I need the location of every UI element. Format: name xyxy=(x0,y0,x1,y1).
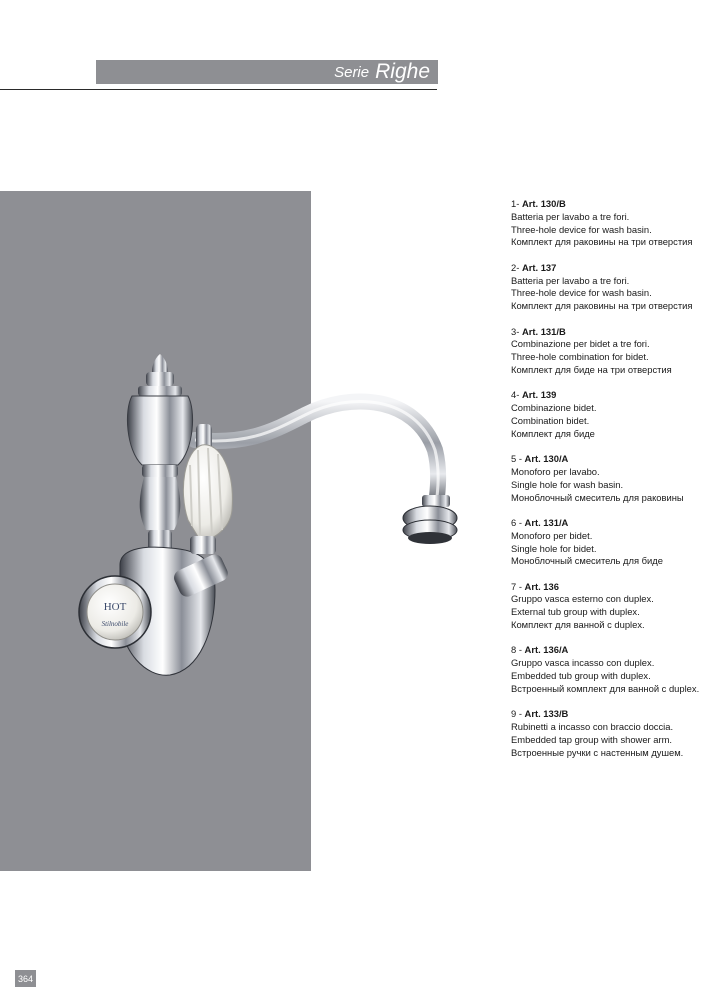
article-code: Art. 131/B xyxy=(521,325,566,337)
article-code: Art. 130/A xyxy=(524,453,569,465)
series-label: Serie xyxy=(334,63,370,81)
article-code: Art. 136/A xyxy=(524,644,569,656)
article-item xyxy=(511,326,711,377)
article-desc-ru: Комплект для раковины на три отверстия xyxy=(511,300,693,312)
article-desc-it: Rubinetti a incasso con braccio doccia. xyxy=(511,721,674,733)
article-item xyxy=(511,198,711,249)
article-list xyxy=(511,198,711,772)
article-desc-it: Batteria per lavabo a tre fori. xyxy=(511,210,630,222)
article-desc-ru: Моноблочный смеситель для биде xyxy=(511,555,663,567)
article-desc-it: Monoforo per bidet. xyxy=(511,529,593,541)
article-number: 4- xyxy=(511,389,522,401)
article-desc-en: Three-hole device for wash basin. xyxy=(511,287,652,299)
article-desc-en: Three-hole combination for bidet. xyxy=(511,351,649,363)
article-desc-it: Combinazione per bidet a tre fori. xyxy=(511,338,650,350)
article-number: 5 - xyxy=(511,453,525,465)
article-code: Art. 139 xyxy=(521,389,557,401)
article-desc-en: Embedded tap group with shower arm. xyxy=(511,733,673,745)
hot-label: HOT xyxy=(103,601,127,613)
article-item xyxy=(511,708,711,759)
article-number: 7 - xyxy=(511,580,525,592)
article-item xyxy=(511,389,711,440)
article-item xyxy=(511,453,711,504)
article-number: 6 - xyxy=(511,516,525,528)
article-desc-en: Embedded tub group with duplex. xyxy=(511,670,651,682)
article-code: Art. 136 xyxy=(524,580,559,592)
article-item xyxy=(511,517,711,568)
article-code: Art. 130/B xyxy=(521,198,566,209)
article-code: Art. 137 xyxy=(521,261,557,273)
article-number: 3- xyxy=(511,325,522,337)
article-number: 2- xyxy=(511,261,522,273)
article-desc-ru: Комплект для биде на три отверстия xyxy=(511,363,672,375)
article-code: Art. 133/B xyxy=(524,708,569,720)
article-desc-ru: Комплект для ванной с duplex. xyxy=(511,619,645,631)
article-item xyxy=(511,262,711,313)
article-desc-ru: Встроенные ручки с настенным душем. xyxy=(511,746,684,758)
article-desc-ru: Встроенный комплект для ванной с duplex. xyxy=(511,682,700,694)
faucet-photo xyxy=(60,350,480,690)
article-desc-it: Batteria per lavabo a tre fori. xyxy=(511,274,630,286)
article-desc-ru: Моноблочный смеситель для раковины xyxy=(511,491,684,503)
article-desc-en: External tub group with duplex. xyxy=(511,606,640,618)
article-desc-ru: Комплект для раковины на три отверстия xyxy=(511,236,693,248)
article-item xyxy=(511,581,711,632)
article-desc-en: Three-hole device for wash basin. xyxy=(511,223,652,235)
article-item xyxy=(511,644,711,695)
article-desc-it: Gruppo vasca incasso con duplex. xyxy=(511,657,655,669)
article-number: 8 - xyxy=(511,644,525,656)
article-number: 1- xyxy=(511,198,522,209)
series-name: Righe xyxy=(375,60,430,83)
header-rule xyxy=(0,89,437,90)
series-header xyxy=(96,60,438,84)
article-number: 9 - xyxy=(511,708,525,720)
page-number: 364 xyxy=(15,970,36,987)
article-desc-ru: Комплект для биде xyxy=(511,427,595,439)
article-code: Art. 131/A xyxy=(524,516,569,528)
article-desc-it: Combinazione bidet. xyxy=(511,402,597,414)
article-desc-en: Single hole for bidet. xyxy=(511,542,597,554)
article-desc-it: Gruppo vasca esterno con duplex. xyxy=(511,593,654,605)
brand-label: Stilnobile xyxy=(101,620,129,628)
article-desc-it: Monoforo per lavabo. xyxy=(511,465,600,477)
article-desc-en: Single hole for wash basin. xyxy=(511,478,624,490)
article-desc-en: Combination bidet. xyxy=(511,414,590,426)
